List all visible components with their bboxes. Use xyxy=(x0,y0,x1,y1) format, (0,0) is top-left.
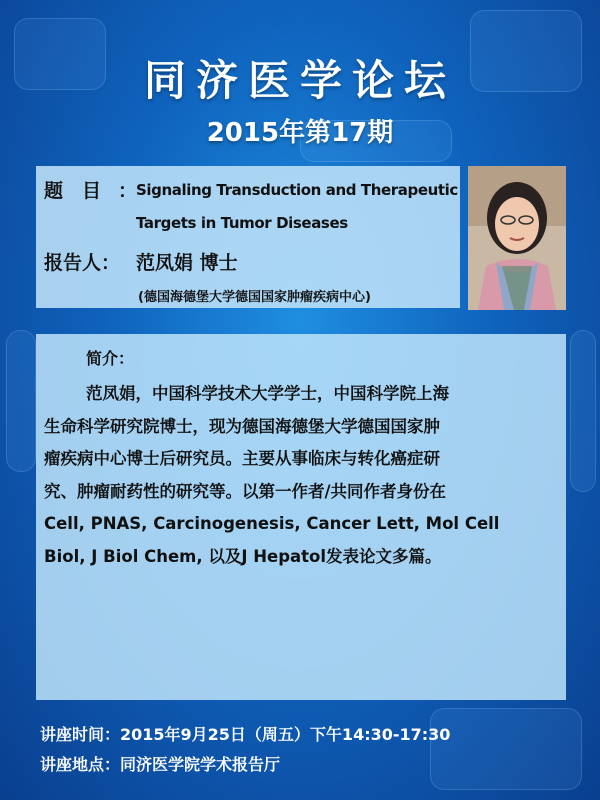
topic-label: 题 目 xyxy=(44,180,102,202)
background-tile xyxy=(430,708,582,790)
speaker-affiliation: (德国海德堡大学德国国家肿瘤疾病中心) xyxy=(138,290,371,305)
topic-colon: ： xyxy=(118,180,138,202)
speaker-label: 报告人： xyxy=(44,252,121,274)
bio-line: 究、肿瘤耐药性的研究等。以第一作者/共同作者身份在 xyxy=(44,481,447,501)
topic-title-line-2: Targets in Tumor Diseases xyxy=(136,214,348,232)
speaker-name: 范凤娟 博士 xyxy=(136,252,238,274)
background-tile xyxy=(6,330,36,472)
lecture-time: 讲座时间：2015年9月25日（周五）下午14:30-17:30 xyxy=(40,725,451,744)
lecture-location: 讲座地点：同济医学院学术报告厅 xyxy=(40,755,281,774)
issue-subtitle: 2015年第17期 xyxy=(206,118,394,148)
bio-line: Biol, J Biol Chem, 以及J Hepatol发表论文多篇。 xyxy=(44,546,442,566)
bio-line: 生命科学研究院博士，现为德国海德堡大学德国国家肿 xyxy=(44,416,440,436)
topic-title-line-1: Signaling Transduction and Therapeutic xyxy=(136,181,458,199)
bio-line: 瘤疾病中心博士后研究员。主要从事临床与转化癌症研 xyxy=(44,449,440,468)
bio-line: 范凤娟，中国科学技术大学学士，中国科学院上海 xyxy=(86,384,449,403)
bio-text xyxy=(44,378,556,573)
forum-title: 同济医学论坛 xyxy=(143,56,456,105)
speaker-photo xyxy=(468,166,566,310)
speaker-portrait-icon xyxy=(468,166,566,310)
background-tile xyxy=(570,330,596,492)
bio-heading: 简介： xyxy=(86,349,135,368)
bio-line: Cell, PNAS, Carcinogenesis, Cancer Lett, Mol Cell xyxy=(44,514,500,533)
